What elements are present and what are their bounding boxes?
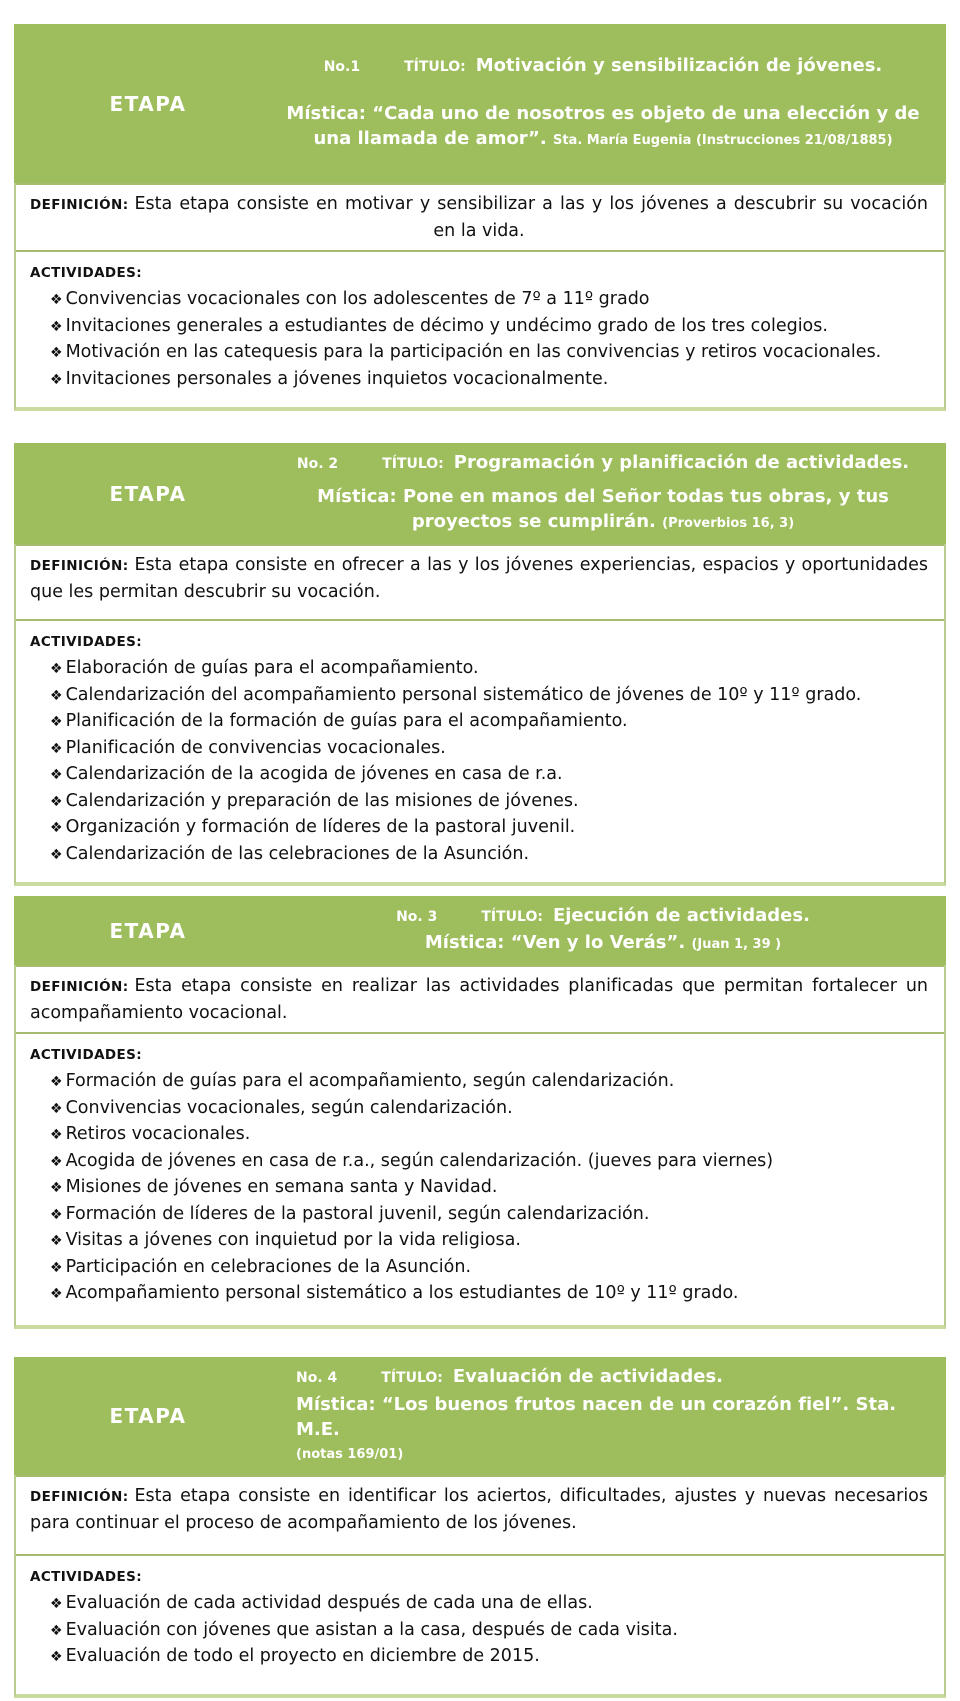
activity-item	[50, 762, 928, 789]
activity-text: Formación de líderes de la pastoral juvenil, según calendarización.	[65, 1203, 650, 1224]
definicion-label: DEFINICIÓN:	[30, 197, 129, 213]
activity-text: Calendarización de las celebraciones de la Asunción.	[65, 843, 530, 864]
activity-item	[50, 1618, 928, 1645]
definicion-label: DEFINICIÓN:	[30, 558, 129, 574]
diamond-bullet-icon: ❖	[50, 714, 63, 730]
activity-item	[50, 1591, 928, 1618]
stage-number: No.1	[323, 59, 361, 75]
definition-row	[16, 183, 944, 250]
activities-row	[16, 619, 944, 882]
activity-text: Planificación de la formación de guías para el acompañamiento.	[65, 711, 628, 731]
activity-text: Organización y formación de líderes de la pastoral juvenil.	[65, 817, 576, 837]
diamond-bullet-icon: ❖	[50, 793, 63, 810]
stage-title: Programación y planificación de actividades.	[453, 452, 910, 473]
activity-item	[50, 709, 928, 736]
activity-text: Invitaciones generales a estudiantes de décimo y undécimo grado de los tres colegios.	[65, 315, 828, 336]
definition-text: Esta etapa consiste en realizar las actividades planificadas que permitan fortalecer un acompañamiento vocacional.	[30, 976, 928, 1023]
definition-text: Esta etapa consiste en motivar y sensibilizar a las y los jóvenes a descubrir su vocación en la vida.	[134, 194, 928, 241]
mystic-text: Mística: “Los buenos frutos nacen de un corazón fiel”. Sta. M.E.	[296, 1394, 897, 1440]
diamond-bullet-icon: ❖	[50, 1622, 63, 1639]
etapa-header	[14, 443, 946, 544]
activity-text: Calendarización y preparación de las misiones de jóvenes.	[65, 790, 579, 811]
stage-number: No. 4	[296, 1370, 338, 1386]
diamond-bullet-icon: ❖	[50, 292, 63, 308]
activity-item	[50, 1122, 928, 1149]
definicion-label: DEFINICIÓN:	[30, 979, 129, 995]
mystic-text: Mística: Pone en manos del Señor todas tus obras, y tus proyectos se cumplirán.	[317, 486, 889, 532]
diamond-bullet-icon: ❖	[50, 1180, 63, 1196]
activity-item	[50, 287, 928, 314]
diamond-bullet-icon: ❖	[50, 345, 63, 361]
activity-item	[50, 1228, 928, 1255]
activity-item	[50, 1175, 928, 1202]
activity-text: Calendarización de la acogida de jóvenes en casa de r.a.	[65, 764, 563, 784]
activity-text: Acompañamiento personal sistemático a los estudiantes de 10º y 11º grado.	[65, 1283, 739, 1303]
activity-item	[50, 1281, 928, 1308]
activity-text: Motivación en las catequesis para la participación en las convivencias y retiros vocacionales.	[65, 342, 882, 362]
stage-title: Evaluación de actividades.	[452, 1366, 724, 1387]
activity-item	[50, 656, 928, 683]
diamond-bullet-icon: ❖	[50, 1100, 63, 1117]
mystic-text: Mística: “Ven y lo Verás”.	[424, 932, 686, 953]
activity-text: Planificación de convivencias vocacionales.	[65, 737, 446, 758]
activity-item	[50, 1096, 928, 1123]
diamond-bullet-icon: ❖	[50, 740, 63, 757]
etapa-label: ETAPA	[109, 1404, 187, 1428]
titulo-label: TÍTULO:	[382, 456, 444, 472]
activity-text: Acogida de jóvenes en casa de r.a., según calendarización. (jueves para viernes)	[65, 1150, 774, 1171]
activity-item	[50, 842, 928, 869]
title-row	[286, 451, 920, 476]
activity-text: Elaboración de guías para el acompañamiento.	[65, 658, 479, 678]
etapa-label: ETAPA	[109, 918, 187, 943]
diamond-bullet-icon: ❖	[50, 1233, 63, 1249]
activities-list	[50, 287, 928, 393]
activity-item	[50, 736, 928, 763]
stage-number: No. 3	[396, 909, 438, 925]
diamond-bullet-icon: ❖	[50, 687, 63, 704]
activity-item	[50, 367, 928, 394]
etapa-header-content	[282, 896, 946, 965]
actividades-label: ACTIVIDADES:	[30, 1047, 143, 1063]
etapa-block-1	[14, 24, 946, 411]
etapa-header	[14, 1357, 946, 1475]
activity-text: Calendarización del acompañamiento personal sistemático de jóvenes de 10º y 11º grado.	[65, 684, 862, 705]
etapa-header	[14, 24, 946, 183]
etapa-block-2	[14, 443, 946, 886]
etapa-header-content	[282, 24, 946, 183]
diamond-bullet-icon: ❖	[50, 820, 63, 836]
mystic-row	[296, 1392, 920, 1467]
activity-text: Evaluación de todo el proyecto en diciembre de 2015.	[65, 1646, 540, 1666]
activity-item	[50, 1255, 928, 1282]
definition-text: Esta etapa consiste en identificar los aciertos, dificultades, ajustes y nuevas necesarios para continuar el proceso de acompañamiento de los jóvenes.	[30, 1486, 928, 1533]
actividades-label: ACTIVIDADES:	[30, 634, 143, 650]
actividades-label: ACTIVIDADES:	[30, 1569, 143, 1585]
diamond-bullet-icon: ❖	[50, 767, 63, 783]
etapa-block-3	[14, 896, 946, 1329]
activity-item	[50, 789, 928, 816]
activity-item	[50, 314, 928, 341]
definition-text: Esta etapa consiste en ofrecer a las y los jóvenes experiencias, espacios y oportunidades que les permitan descubrir su vocación.	[30, 555, 928, 602]
activity-item	[50, 1069, 928, 1096]
activity-text: Convivencias vocacionales con los adolescentes de 7º a 11º grado	[65, 289, 650, 309]
activity-text: Evaluación con jóvenes que asistan a la casa, después de cada visita.	[65, 1619, 678, 1640]
stage-title: Ejecución de actividades.	[552, 905, 810, 926]
title-row	[286, 54, 920, 79]
definicion-label: DEFINICIÓN:	[30, 1489, 129, 1505]
mystic-text: Mística: “Cada uno de nosotros es objeto de una elección y de una llamada de amor”.	[286, 103, 920, 149]
mystic-attribution: (Proverbios 16, 3)	[662, 516, 795, 531]
activity-text: Evaluación de cada actividad después de cada una de ellas.	[65, 1593, 593, 1613]
activities-list	[50, 1069, 928, 1308]
mystic-attribution: (notas 169/01)	[296, 1447, 404, 1462]
activity-text: Retiros vocacionales.	[65, 1124, 251, 1144]
diamond-bullet-icon: ❖	[50, 661, 63, 677]
activities-row	[16, 1032, 944, 1325]
etapa-header-content	[282, 443, 946, 544]
activity-text: Invitaciones personales a jóvenes inquietos vocacionalmente.	[65, 368, 609, 389]
title-row	[286, 904, 920, 929]
diamond-bullet-icon: ❖	[50, 371, 63, 388]
title-row	[296, 1365, 920, 1390]
diamond-bullet-icon: ❖	[50, 1286, 63, 1302]
etapa-block-4	[14, 1357, 946, 1698]
diamond-bullet-icon: ❖	[50, 1153, 63, 1170]
activity-item	[50, 1644, 928, 1671]
activity-item	[50, 340, 928, 367]
mystic-row	[286, 930, 920, 957]
etapa-header	[14, 896, 946, 965]
activities-list	[50, 1591, 928, 1671]
activities-row	[16, 1554, 944, 1694]
mystic-row	[286, 484, 920, 536]
definition-row	[16, 1475, 944, 1554]
diamond-bullet-icon: ❖	[50, 1649, 63, 1665]
definition-row	[16, 965, 944, 1032]
titulo-label: TÍTULO:	[381, 1370, 443, 1386]
etapa-header-content	[282, 1357, 946, 1475]
activity-item	[50, 1202, 928, 1229]
diamond-bullet-icon: ❖	[50, 318, 63, 335]
activity-text: Misiones de jóvenes en semana santa y Navidad.	[65, 1177, 498, 1197]
diamond-bullet-icon: ❖	[50, 1596, 63, 1612]
diamond-bullet-icon: ❖	[50, 1206, 63, 1223]
activity-text: Visitas a jóvenes con inquietud por la vida religiosa.	[65, 1230, 521, 1250]
actividades-label: ACTIVIDADES:	[30, 265, 143, 281]
activities-row	[16, 250, 944, 407]
activity-item	[50, 1149, 928, 1176]
activity-text: Convivencias vocacionales, según calendarización.	[65, 1097, 513, 1118]
activity-text: Participación en celebraciones de la Asunción.	[65, 1256, 472, 1277]
mystic-attribution: (Juan 1, 39 )	[691, 937, 782, 952]
activity-item	[50, 815, 928, 842]
diamond-bullet-icon: ❖	[50, 1074, 63, 1090]
mystic-row	[286, 101, 920, 153]
diamond-bullet-icon: ❖	[50, 1127, 63, 1143]
activity-item	[50, 683, 928, 710]
etapa-label: ETAPA	[109, 481, 187, 506]
etapa-label: ETAPA	[109, 91, 187, 116]
stage-title: Motivación y sensibilización de jóvenes.	[475, 55, 883, 76]
diamond-bullet-icon: ❖	[50, 1259, 63, 1276]
activity-text: Formación de guías para el acompañamiento, según calendarización.	[65, 1071, 675, 1091]
titulo-label: TÍTULO:	[404, 59, 466, 75]
definition-row	[16, 544, 944, 619]
titulo-label: TÍTULO:	[481, 909, 543, 925]
stage-number: No. 2	[296, 456, 339, 472]
diamond-bullet-icon: ❖	[50, 846, 63, 863]
mystic-attribution: Sta. María Eugenia (Instrucciones 21/08/1885)	[552, 133, 893, 148]
activities-list	[50, 656, 928, 868]
